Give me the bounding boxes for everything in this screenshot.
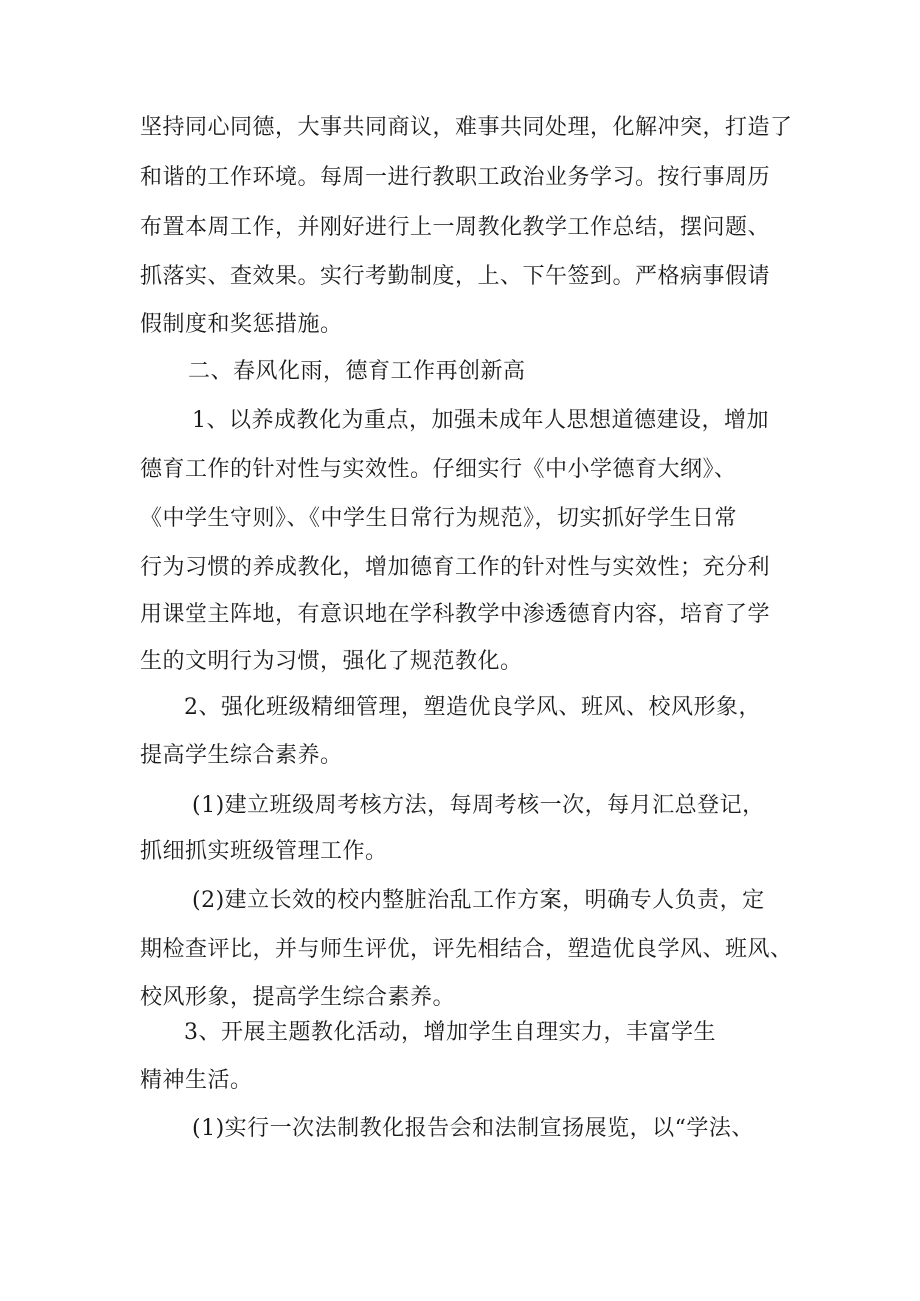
text-line: (1)实行一次法制教化报告会和法制宣扬展览，以“学法、 [192,1116,754,1141]
text-line: 抓细抓实班级管理工作。 [140,839,388,864]
text-line: 行为习惯的养成教化，增加德育工作的针对性与实效性；充分利 [140,555,771,580]
text-line: 1、以养成教化为重点，加强未成年人思想道德建设，增加 [192,408,769,433]
text-line: 假制度和奖惩措施。 [140,312,343,337]
text-line: 和谐的工作环境。每周一进行教职工政治业务学习。按行事周历 [140,165,771,190]
text-line: 德育工作的针对性与实效性。仔细实行《中小学德育大纲》、 [140,457,737,482]
text-line: (1)建立班级周考核方法，每周考核一次，每月汇总登记， [192,793,765,818]
text-line: 3、开展主题教化活动，增加学生自理实力，丰富学生 [184,1020,716,1045]
text-line: 生的文明行为习惯，强化了规范教化。 [140,649,523,674]
text-line: 校风形象，提高学生综合素养。 [140,985,456,1010]
section-heading: 二、春风化雨，德育工作再创新高 [188,359,526,384]
text-line: 布置本周工作，并刚好进行上一周教化教学工作总结，摆问题、 [140,215,771,240]
text-line: 提高学生综合素养。 [140,743,343,768]
text-line: 《中学生守则》、《中学生日常行为规范》，切实抓好学生日常 [140,506,738,531]
text-line: (2)建立长效的校内整脏治乱工作方案，明确专人负责，定 [192,888,765,913]
text-line: 期检查评比，并与师生评优，评先相结合，塑造优良学风、班风、 [140,937,793,962]
text-line: 抓落实、查效果。实行考勤制度，上、下午签到。严格病事假请 [140,264,771,289]
text-line: 坚持同心同德，大事共同商议，难事共同处理，化解冲突，打造了 [140,115,793,140]
text-line: 精神生活。 [140,1068,253,1093]
text-line: 2、强化班级精细管理，塑造优良学风、班风、校风形象， [184,695,761,720]
text-line: 用课堂主阵地，有意识地在学科教学中渗透德育内容，培育了学 [140,602,771,627]
